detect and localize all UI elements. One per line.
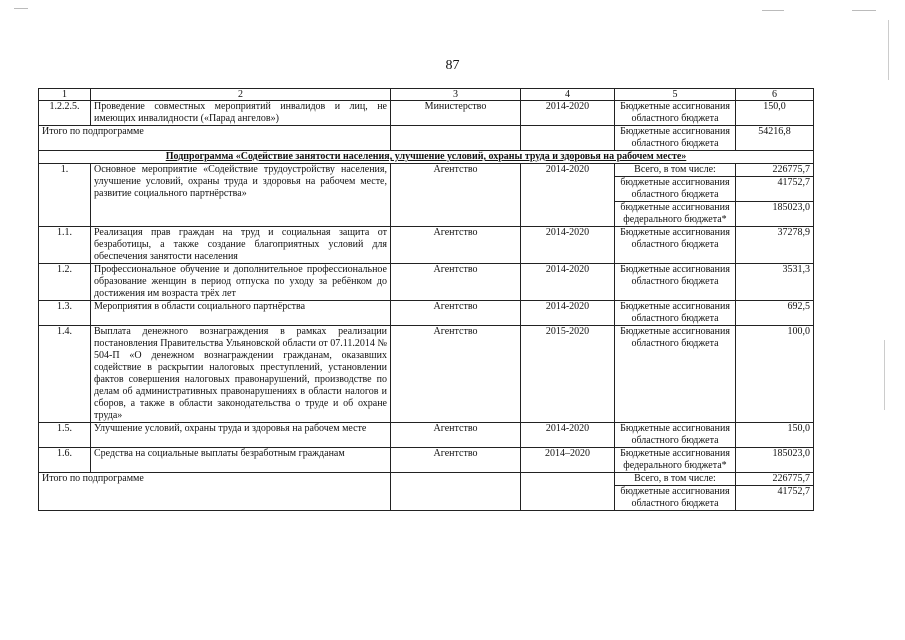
row-name: Профессиональное обучение и дополнительное профессиональное образование женщин в период отпуска по уходу за ребёнком до достижения им возраста трёх лет — [91, 264, 391, 301]
row-period: 2014–2020 — [521, 448, 615, 473]
row-funding: Бюджетные ассигнования областного бюджета — [615, 101, 736, 126]
row-funding: Бюджетные ассигнования областного бюджета — [615, 301, 736, 326]
subtotal-label: Итого по подпрограмме — [39, 473, 391, 511]
row-period: 2014-2020 — [521, 101, 615, 126]
subprogram-title: Подпрограмма «Содействие занятости населения, улучшение условий, охраны труда и здоровья на рабочем месте» — [39, 151, 814, 164]
scan-artifact — [852, 10, 876, 11]
budget-table — [38, 88, 814, 511]
row-funding: Бюджетные ассигнования областного бюджета — [615, 423, 736, 448]
row-name: Выплата денежного вознаграждения в рамках реализации постановления Правительства Ульяновской области от 07.11.2014 № 504-П «О денежном вознаграждении гражданам, оказавших содействие в раскрытии налоговых преступлений, установлении фактов совершения налоговых правонарушений, производстве по делам об административных правонарушениях в области налогов и сборов, а также в области законодательства о труде и об охране труда» — [91, 326, 391, 423]
row-funding-regional: бюджетные ассигнования областного бюджета — [615, 177, 736, 202]
row-period: 2014-2020 — [521, 164, 615, 227]
page-number: 87 — [445, 58, 460, 73]
row-amount: 3531,3 — [736, 264, 814, 301]
row-amount-federal: 185023,0 — [736, 202, 814, 227]
row-name: Основное мероприятие «Содействие трудоустройству населения, улучшение условий, охраны труда и здоровья на рабочем месте, развитие социального партнёрства» — [91, 164, 391, 227]
row-executor: Агентство — [391, 448, 521, 473]
row-name: Проведение совместных мероприятий инвалидов и лиц, не имеющих инвалидности («Парад ангелов») — [91, 101, 391, 126]
table-row — [39, 423, 814, 448]
table-row — [39, 164, 814, 177]
row-number: 1.5. — [39, 423, 91, 448]
row-executor: Агентство — [391, 264, 521, 301]
row-number: 1. — [39, 164, 91, 227]
row-period: 2014-2020 — [521, 301, 615, 326]
row-period: 2014-2020 — [521, 264, 615, 301]
scan-artifact — [762, 10, 784, 11]
row-amount: 37278,9 — [736, 227, 814, 264]
row-funding: Бюджетные ассигнования областного бюджета — [615, 264, 736, 301]
subtotal-funding-total: Всего, в том числе: — [615, 473, 736, 486]
subtotal-row — [39, 473, 814, 486]
subtotal-amount-regional: 41752,7 — [736, 486, 814, 511]
table-row — [39, 301, 814, 326]
row-amount: 185023,0 — [736, 448, 814, 473]
table-row — [39, 264, 814, 301]
row-period: 2014-2020 — [521, 423, 615, 448]
row-funding: Бюджетные ассигнования областного бюджета — [615, 326, 736, 423]
subtotal-label: Итого по подпрограмме — [39, 126, 391, 151]
row-amount: 692,5 — [736, 301, 814, 326]
scan-artifact — [14, 8, 28, 9]
row-executor: Агентство — [391, 326, 521, 423]
col-header: 4 — [521, 89, 615, 101]
col-header: 3 — [391, 89, 521, 101]
row-period: 2014-2020 — [521, 227, 615, 264]
subtotal-funding-regional: бюджетные ассигнования областного бюджета — [615, 486, 736, 511]
subtotal-row — [39, 126, 814, 151]
col-header: 1 — [39, 89, 91, 101]
row-number: 1.2.2.5. — [39, 101, 91, 126]
row-number: 1.2. — [39, 264, 91, 301]
col-header: 6 — [736, 89, 814, 101]
col-header: 2 — [91, 89, 391, 101]
row-funding-total: Всего, в том числе: — [615, 164, 736, 177]
row-name: Реализация прав граждан на труд и социальная защита от безработицы, а также создание благоприятных условий для обеспечения занятости населения — [91, 227, 391, 264]
row-executor: Агентство — [391, 164, 521, 227]
row-funding: Бюджетные ассигнования федерального бюджета* — [615, 448, 736, 473]
table-row — [39, 326, 814, 423]
subtotal-amount-total: 226775,7 — [736, 473, 814, 486]
row-name: Мероприятия в области социального партнёрства — [91, 301, 391, 326]
subprogram-title-row — [39, 151, 814, 164]
row-funding: Бюджетные ассигнования областного бюджета — [615, 227, 736, 264]
scan-artifact — [884, 340, 885, 410]
subtotal-funding: Бюджетные ассигнования областного бюджета — [615, 126, 736, 151]
row-amount-total: 226775,7 — [736, 164, 814, 177]
scan-artifact — [888, 20, 889, 80]
row-amount: 100,0 — [736, 326, 814, 423]
row-amount: 150,0 — [736, 101, 814, 126]
header-row — [39, 89, 814, 101]
row-executor: Агентство — [391, 301, 521, 326]
subtotal-amount: 54216,8 — [736, 126, 814, 151]
table-row — [39, 227, 814, 264]
row-executor: Агентство — [391, 423, 521, 448]
row-period: 2015-2020 — [521, 326, 615, 423]
row-number: 1.6. — [39, 448, 91, 473]
row-number: 1.3. — [39, 301, 91, 326]
row-amount-regional: 41752,7 — [736, 177, 814, 202]
row-executor: Министерство — [391, 101, 521, 126]
row-name: Улучшение условий, охраны труда и здоровья на рабочем месте — [91, 423, 391, 448]
table-row — [39, 101, 814, 126]
table-row — [39, 448, 814, 473]
row-funding-federal: бюджетные ассигнования федерального бюджета* — [615, 202, 736, 227]
row-number: 1.1. — [39, 227, 91, 264]
row-executor: Агентство — [391, 227, 521, 264]
row-name: Средства на социальные выплаты безработным гражданам — [91, 448, 391, 473]
row-amount: 150,0 — [736, 423, 814, 448]
row-number: 1.4. — [39, 326, 91, 423]
col-header: 5 — [615, 89, 736, 101]
